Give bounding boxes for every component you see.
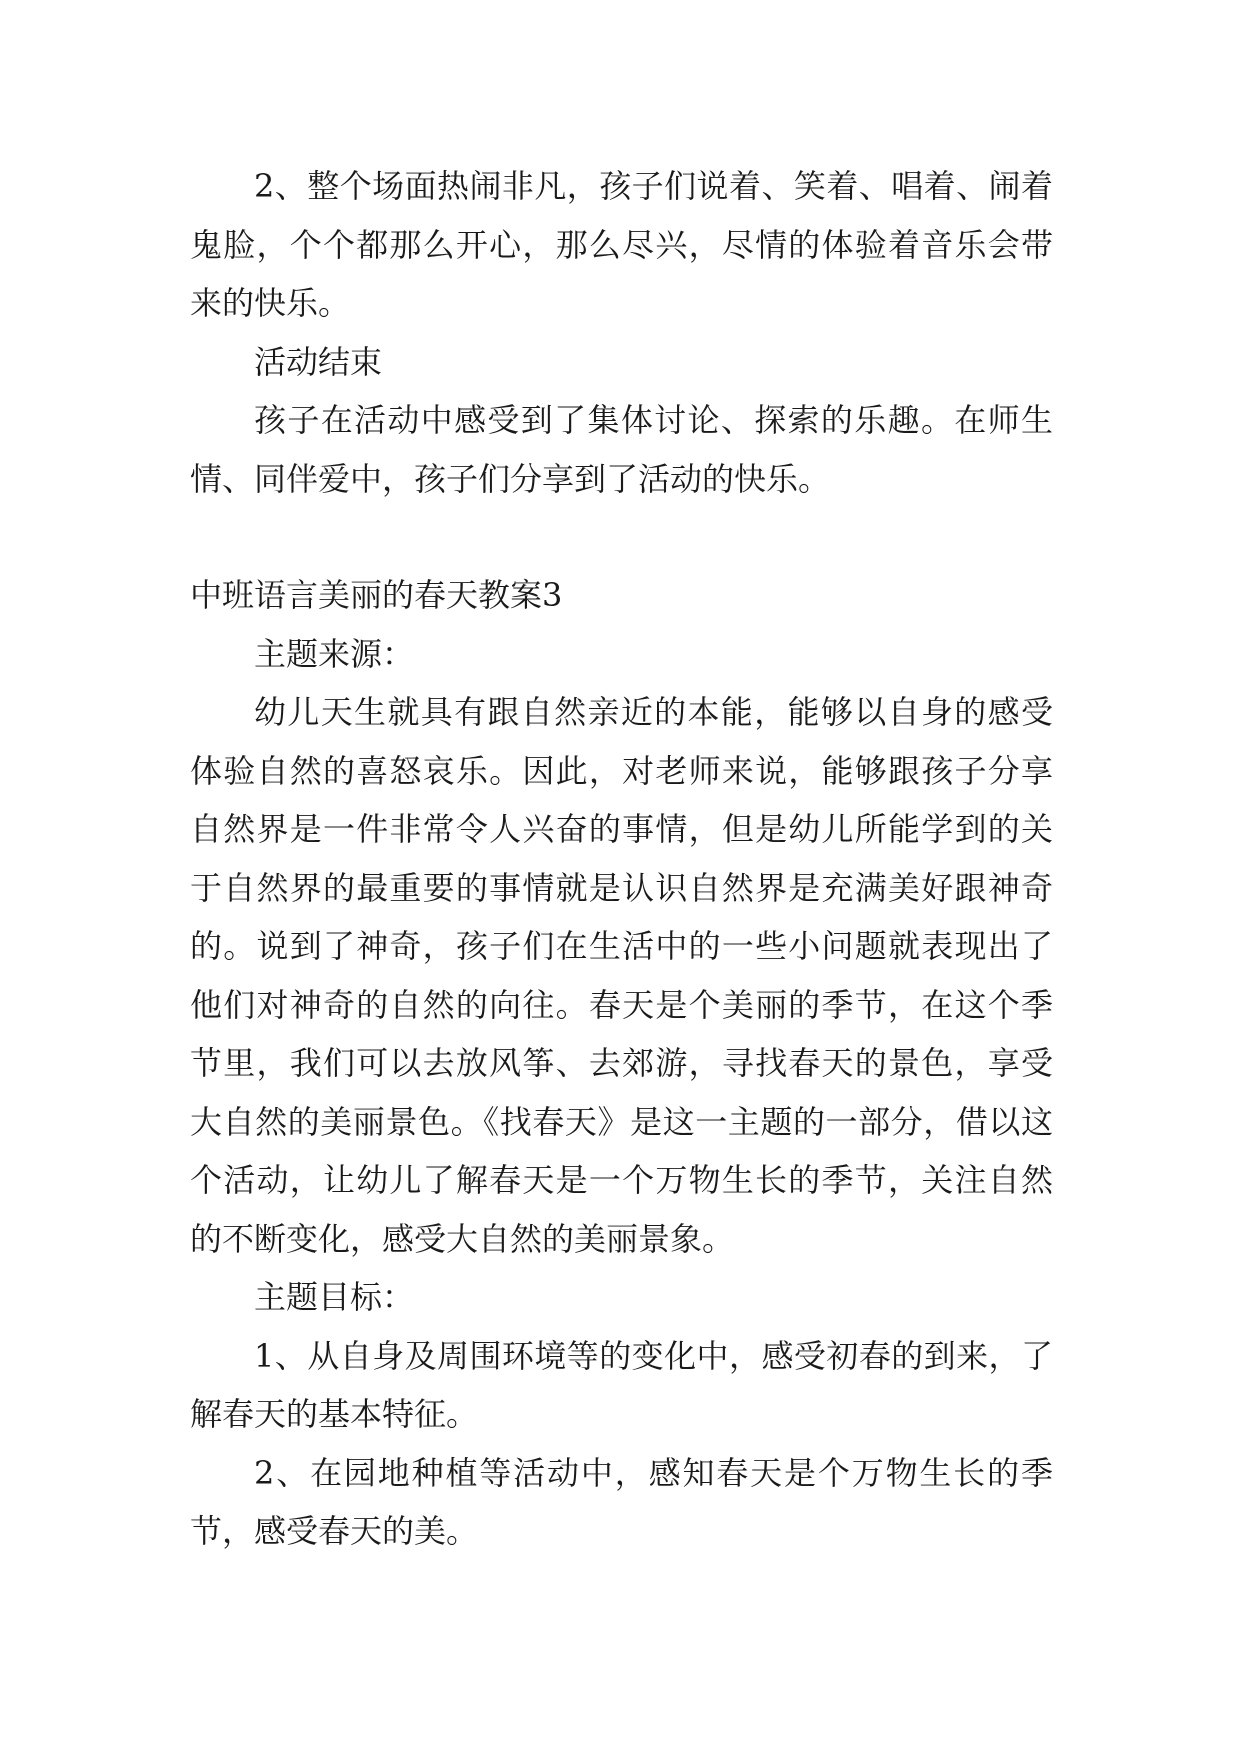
goal-item-2: 2、在园地种植等活动中，感知春天是个万物生长的季节，感受春天的美。: [190, 1453, 1053, 1550]
theme-goals-heading: 主题目标：: [254, 1278, 415, 1316]
lesson-plan-title: 中班语言美丽的春天教案3: [190, 576, 563, 614]
paragraph-theme-source: 幼儿天生就具有跟自然亲近的本能，能够以自身的感受体验自然的喜怒哀乐。因此，对老师来说，能够跟孩子分享自然界是一件非常令人兴奋的事情，但是幼儿所能学到的关于自然界的最重要的事情就是认识自然界是充满美好跟神奇的。说到了神奇，孩子们在生活中的一些小问题就表现出了他们对神奇的自然的向往。春天是个美丽的季节，在这个季节里，我们可以去放风筝、去郊游，寻找春天的景色，享受大自然的美丽景色。《找春天》是这一主题的一部分，借以这个活动，让幼儿了解春天是一个万物生长的季节，关注自然的不断变化，感受大自然的美丽景象。: [190, 693, 1053, 1258]
paragraph-activity-summary: 孩子在活动中感受到了集体讨论、探索的乐趣。在师生情、同伴爱中，孩子们分享到了活动的快乐。: [190, 401, 1053, 498]
goal-item-1: 1、从自身及周围环境等的变化中，感受初春的到来，了解春天的基本特征。: [190, 1336, 1053, 1433]
activity-end-heading: 活动结束: [254, 342, 383, 381]
theme-source-heading: 主题来源：: [254, 634, 415, 673]
paragraph-music-party-fun: 2、整个场面热闹非凡，孩子们说着、笑着、唱着、闹着鬼脸，个个都那么开心，那么尽兴，尽情的体验着音乐会带来的快乐。: [190, 167, 1053, 322]
document-body: [190, 157, 1053, 1561]
